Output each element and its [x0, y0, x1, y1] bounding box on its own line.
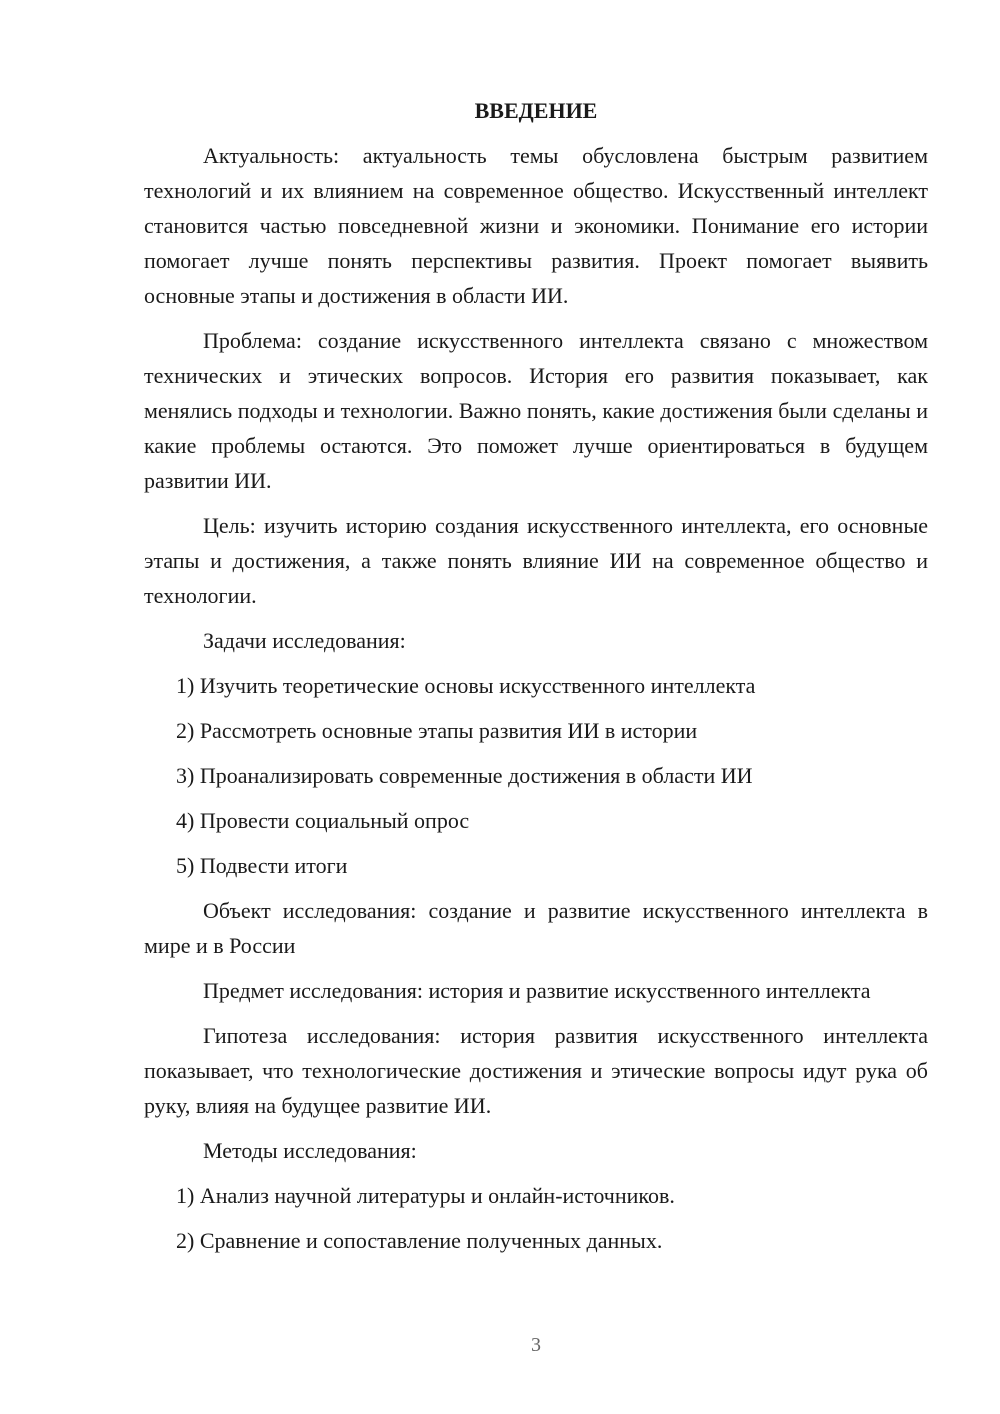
object-paragraph: Объект исследования: создание и развитие искусственного интеллекта в мире и в России: [144, 898, 928, 958]
goal-paragraph: Цель: изучить историю создания искусственного интеллекта, его основные этапы и достижения, а также понять влияние ИИ на современное общество и технологии.: [144, 513, 928, 608]
problem-paragraph: Проблема: создание искусственного интеллекта связано с множеством технических и этических вопросов. История его развития показывает, как менялись подходы и технологии. Важно понять, какие достижения были сделаны и какие проблемы остаются. Это поможет лучше ориентироваться в будущем развитии ИИ.: [144, 328, 928, 493]
subject-paragraph: Предмет исследования: история и развитие искусственного интеллекта: [203, 978, 871, 1003]
page-number: 3: [531, 1334, 541, 1356]
relevance-paragraph: Актуальность: актуальность темы обусловлена быстрым развитием технологий и их влиянием на современное общество. Искусственный интеллект становится частью повседневной жизни и экономики. Понимание его истории помогает лучше понять перспективы развития. Проект помогает выявить основные этапы и достижения в области ИИ.: [144, 143, 928, 308]
task-item: 5) Подвести итоги: [176, 853, 348, 878]
task-item: 1) Изучить теоретические основы искусственного интеллекта: [176, 673, 756, 698]
document-page: [144, 96, 928, 1268]
tasks-heading: Задачи исследования:: [203, 628, 406, 653]
task-item: 4) Провести социальный опрос: [176, 808, 470, 833]
hypothesis-paragraph: Гипотеза исследования: история развития искусственного интеллекта показывает, что технологические достижения и этические вопросы идут рука об руку, влияя на будущее развитие ИИ.: [144, 1023, 928, 1118]
task-item: 3) Проанализировать современные достижения в области ИИ: [176, 763, 753, 788]
task-item: 2) Рассмотреть основные этапы развития ИИ в истории: [176, 718, 698, 743]
method-item: 2) Сравнение и сопоставление полученных данных.: [176, 1228, 663, 1253]
page-title: ВВЕДЕНИЕ: [474, 98, 598, 123]
method-item: 1) Анализ научной литературы и онлайн-источников.: [176, 1183, 675, 1208]
methods-heading: Методы исследования:: [203, 1138, 417, 1163]
